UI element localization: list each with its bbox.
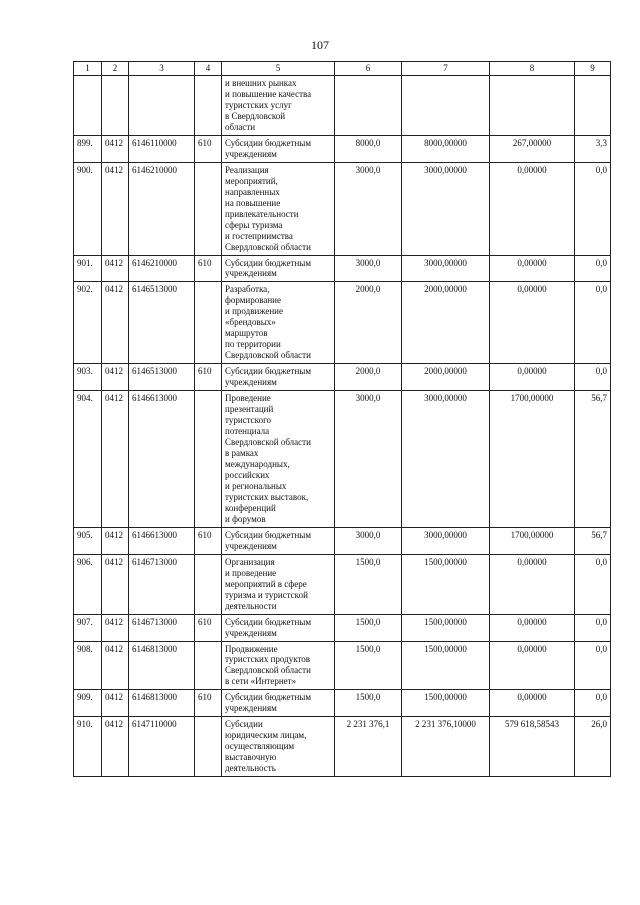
expense-type: 610 — [195, 255, 222, 282]
executed-amount: 0,00000 — [490, 282, 575, 364]
column-header: 9 — [575, 62, 611, 76]
planned-amount: 1500,0 — [335, 614, 402, 641]
row-number: 902. — [74, 282, 102, 364]
planned-amount — [335, 75, 402, 135]
table-row — [74, 641, 611, 690]
budget-table — [73, 61, 611, 777]
execution-percent: 0,0 — [575, 162, 611, 255]
executed-amount: 267,00000 — [490, 135, 575, 162]
planned-amount: 3000,0 — [335, 527, 402, 554]
planned-amount: 3000,0 — [335, 162, 402, 255]
execution-percent: 26,0 — [575, 717, 611, 777]
approved-amount: 2 231 376,10000 — [402, 717, 490, 777]
table-row — [74, 75, 611, 135]
table-row — [74, 162, 611, 255]
planned-amount: 2 231 376,1 — [335, 717, 402, 777]
description-cell: Субсидии бюджетным учреждениям — [222, 690, 335, 717]
description-cell: Разработка, формирование и продвижение «брендовых» маршрутов по территории Свердловской области — [222, 282, 335, 364]
approved-amount: 3000,00000 — [402, 527, 490, 554]
section-code: 0412 — [102, 690, 129, 717]
approved-amount: 3000,00000 — [402, 162, 490, 255]
expense-type: 610 — [195, 527, 222, 554]
expense-type: 610 — [195, 135, 222, 162]
expense-type: 610 — [195, 690, 222, 717]
section-code: 0412 — [102, 135, 129, 162]
description-cell: и внешних рынках и повышение качества туристских услуг в Свердловской области — [222, 75, 335, 135]
description-cell: Продвижение туристских продуктов Свердловской области в сети «Интернет» — [222, 641, 335, 690]
target-code: 6146210000 — [129, 255, 195, 282]
description-cell: Субсидии бюджетным учреждениям — [222, 255, 335, 282]
planned-amount: 8000,0 — [335, 135, 402, 162]
column-header: 5 — [222, 62, 335, 76]
execution-percent: 0,0 — [575, 614, 611, 641]
approved-amount: 3000,00000 — [402, 255, 490, 282]
section-code: 0412 — [102, 554, 129, 614]
executed-amount: 579 618,58543 — [490, 717, 575, 777]
executed-amount: 0,00000 — [490, 614, 575, 641]
row-number: 904. — [74, 391, 102, 528]
executed-amount: 1700,00000 — [490, 527, 575, 554]
section-code: 0412 — [102, 162, 129, 255]
target-code: 6146713000 — [129, 614, 195, 641]
row-number: 903. — [74, 364, 102, 391]
description-cell: Субсидии бюджетным учреждениям — [222, 527, 335, 554]
header-row — [74, 62, 611, 76]
expense-type — [195, 641, 222, 690]
row-number: 899. — [74, 135, 102, 162]
planned-amount: 3000,0 — [335, 255, 402, 282]
column-header: 3 — [129, 62, 195, 76]
planned-amount: 3000,0 — [335, 391, 402, 528]
planned-amount: 2000,0 — [335, 282, 402, 364]
planned-amount: 2000,0 — [335, 364, 402, 391]
executed-amount — [490, 75, 575, 135]
expense-type: 610 — [195, 614, 222, 641]
executed-amount: 0,00000 — [490, 255, 575, 282]
planned-amount: 1500,0 — [335, 641, 402, 690]
description-cell: Организация и проведение мероприятий в сфере туризма и туристской деятельности — [222, 554, 335, 614]
target-code: 6147110000 — [129, 717, 195, 777]
expense-type — [195, 75, 222, 135]
target-code: 6146210000 — [129, 162, 195, 255]
approved-amount: 1500,00000 — [402, 641, 490, 690]
execution-percent: 0,0 — [575, 364, 611, 391]
description-cell: Субсидии бюджетным учреждениям — [222, 364, 335, 391]
target-code: 6146513000 — [129, 364, 195, 391]
table-row — [74, 364, 611, 391]
approved-amount: 8000,00000 — [402, 135, 490, 162]
target-code: 6146813000 — [129, 641, 195, 690]
description-cell: Реализация мероприятий, направленных на повышение привлекательности сферы туризма и гостеприимства Свердловской области — [222, 162, 335, 255]
row-number: 908. — [74, 641, 102, 690]
column-header: 1 — [74, 62, 102, 76]
section-code — [102, 75, 129, 135]
executed-amount: 0,00000 — [490, 162, 575, 255]
section-code: 0412 — [102, 641, 129, 690]
section-code: 0412 — [102, 282, 129, 364]
description-cell: Субсидии юридическим лицам, осуществляющим выставочную деятельность — [222, 717, 335, 777]
row-number — [74, 75, 102, 135]
expense-type — [195, 162, 222, 255]
expense-type — [195, 391, 222, 528]
target-code: 6146813000 — [129, 690, 195, 717]
row-number: 910. — [74, 717, 102, 777]
executed-amount: 0,00000 — [490, 690, 575, 717]
column-header: 2 — [102, 62, 129, 76]
table-row — [74, 282, 611, 364]
planned-amount: 1500,0 — [335, 690, 402, 717]
section-code: 0412 — [102, 717, 129, 777]
target-code: 6146513000 — [129, 282, 195, 364]
executed-amount: 1700,00000 — [490, 391, 575, 528]
column-header: 7 — [402, 62, 490, 76]
column-header: 4 — [195, 62, 222, 76]
table-row — [74, 527, 611, 554]
target-code: 6146613000 — [129, 391, 195, 528]
row-number: 906. — [74, 554, 102, 614]
approved-amount: 3000,00000 — [402, 391, 490, 528]
approved-amount — [402, 75, 490, 135]
description-cell: Субсидии бюджетным учреждениям — [222, 135, 335, 162]
target-code: 6146110000 — [129, 135, 195, 162]
execution-percent: 0,0 — [575, 690, 611, 717]
table-body — [74, 75, 611, 776]
approved-amount: 1500,00000 — [402, 614, 490, 641]
column-header: 6 — [335, 62, 402, 76]
row-number: 907. — [74, 614, 102, 641]
description-cell: Проведение презентаций туристского потенциала Свердловской области в рамках международных, российских и региональных туристских выставок, конференций и форумов — [222, 391, 335, 528]
target-code — [129, 75, 195, 135]
approved-amount: 1500,00000 — [402, 554, 490, 614]
execution-percent: 0,0 — [575, 255, 611, 282]
executed-amount: 0,00000 — [490, 554, 575, 614]
section-code: 0412 — [102, 614, 129, 641]
row-number: 909. — [74, 690, 102, 717]
table-row — [74, 717, 611, 777]
table-row — [74, 690, 611, 717]
execution-percent: 0,0 — [575, 282, 611, 364]
expense-type: 610 — [195, 364, 222, 391]
expense-type — [195, 554, 222, 614]
expense-type — [195, 282, 222, 364]
execution-percent: 3,3 — [575, 135, 611, 162]
table-row — [74, 614, 611, 641]
row-number: 905. — [74, 527, 102, 554]
approved-amount: 2000,00000 — [402, 282, 490, 364]
section-code: 0412 — [102, 364, 129, 391]
row-number: 901. — [74, 255, 102, 282]
planned-amount: 1500,0 — [335, 554, 402, 614]
expense-type — [195, 717, 222, 777]
section-code: 0412 — [102, 391, 129, 528]
table-row — [74, 135, 611, 162]
page-number: 107 — [311, 38, 329, 52]
table-row — [74, 255, 611, 282]
row-number: 900. — [74, 162, 102, 255]
approved-amount: 1500,00000 — [402, 690, 490, 717]
column-header: 8 — [490, 62, 575, 76]
target-code: 6146613000 — [129, 527, 195, 554]
approved-amount: 2000,00000 — [402, 364, 490, 391]
target-code: 6146713000 — [129, 554, 195, 614]
section-code: 0412 — [102, 527, 129, 554]
execution-percent: 56,7 — [575, 527, 611, 554]
execution-percent: 0,0 — [575, 554, 611, 614]
description-cell: Субсидии бюджетным учреждениям — [222, 614, 335, 641]
table-row — [74, 554, 611, 614]
section-code: 0412 — [102, 255, 129, 282]
execution-percent — [575, 75, 611, 135]
execution-percent: 56,7 — [575, 391, 611, 528]
execution-percent: 0,0 — [575, 641, 611, 690]
executed-amount: 0,00000 — [490, 641, 575, 690]
table-row — [74, 391, 611, 528]
executed-amount: 0,00000 — [490, 364, 575, 391]
